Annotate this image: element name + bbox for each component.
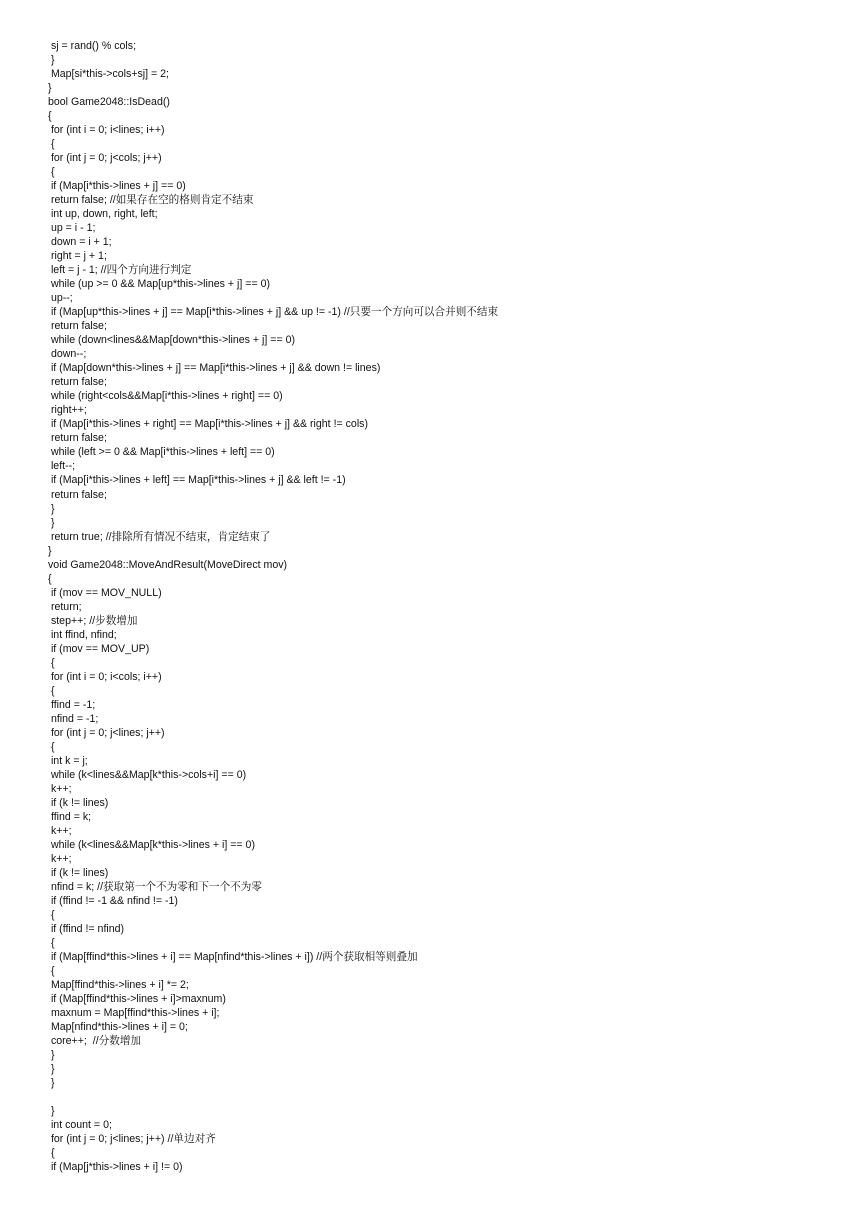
code-line: return false; xyxy=(48,376,107,389)
code-line: k++; xyxy=(48,852,72,865)
code-line: return; xyxy=(48,600,82,613)
code-line: if (ffind != -1 && nfind != -1) xyxy=(48,894,178,907)
code-line: { xyxy=(48,740,55,753)
code-line: step++; //步数增加 xyxy=(48,614,138,627)
code-line: { xyxy=(48,656,55,669)
code-line: while (right<cols&&Map[i*this->lines + right] == 0) xyxy=(48,390,283,403)
code-line: int count = 0; xyxy=(48,1119,112,1132)
code-line: right++; xyxy=(48,404,87,417)
code-line: if (Map[down*this->lines + j] == Map[i*this->lines + j] && down != lines) xyxy=(48,362,381,375)
code-line: if (k != lines) xyxy=(48,866,109,879)
code-line: { xyxy=(48,1147,55,1160)
code-line: while (left >= 0 && Map[i*this->lines + left] == 0) xyxy=(48,446,275,459)
code-line: { xyxy=(48,684,55,697)
code-line: if (mov == MOV_UP) xyxy=(48,642,150,655)
code-line xyxy=(48,1090,848,1104)
code-line: sj = rand() % cols; xyxy=(48,40,137,52)
code-line: int ffind, nfind; xyxy=(48,628,117,641)
code-line: } xyxy=(48,54,55,67)
code-line: nfind = -1; xyxy=(48,712,99,725)
code-line: } xyxy=(48,502,55,515)
code-line: if (Map[i*this->lines + j] == 0) xyxy=(48,180,186,193)
code-line: for (int i = 0; i<cols; i++) xyxy=(48,670,162,683)
code-line: return false; xyxy=(48,320,107,333)
code-line: if (Map[ffind*this->lines + i]>maxnum) xyxy=(48,993,226,1006)
code-line: return false; xyxy=(48,488,107,501)
code-line: } xyxy=(48,1063,55,1076)
code-line: int up, down, right, left; xyxy=(48,208,158,221)
code-line: while (k<lines&&Map[k*this->cols+i] == 0) xyxy=(48,768,247,781)
code-line: while (down<lines&&Map[down*this->lines + j] == 0) xyxy=(48,334,296,347)
code-line: if (Map[i*this->lines + left] == Map[i*this->lines + j] && left != -1) xyxy=(48,474,346,487)
code-line: return false; //如果存在空的格则肯定不结束 xyxy=(48,194,254,207)
code-line: maxnum = Map[ffind*this->lines + i]; xyxy=(48,1007,220,1020)
code-line: for (int j = 0; j<lines; j++) //单边对齐 xyxy=(48,1133,216,1146)
code-line: up = i - 1; xyxy=(48,222,96,235)
code-line: { xyxy=(48,138,55,151)
code-line: down = i + 1; xyxy=(48,236,112,249)
code-line: } xyxy=(48,82,52,95)
code-line: Map[si*this->cols+sj] = 2; xyxy=(48,68,169,81)
code-listing xyxy=(48,39,848,1174)
code-line: Map[ffind*this->lines + i] *= 2; xyxy=(48,979,189,992)
code-line: } xyxy=(48,1105,55,1118)
code-line: if (Map[j*this->lines + i] != 0) xyxy=(48,1161,183,1174)
code-line: if (mov == MOV_NULL) xyxy=(48,586,162,599)
code-line: if (k != lines) xyxy=(48,796,109,809)
code-line: } xyxy=(48,544,52,557)
code-line: { xyxy=(48,908,55,921)
code-line: for (int i = 0; i<lines; i++) xyxy=(48,124,165,137)
code-line: int k = j; xyxy=(48,754,88,767)
code-line: ffind = k; xyxy=(48,810,92,823)
code-line: { xyxy=(48,166,55,179)
code-line: } xyxy=(48,1077,55,1090)
code-line: right = j + 1; xyxy=(48,250,107,263)
code-line: ffind = -1; xyxy=(48,698,96,711)
code-line: k++; xyxy=(48,782,72,795)
code-line: { xyxy=(48,965,55,978)
code-line: return true; //排除所有情况不结束，肯定结束了 xyxy=(48,530,271,543)
code-line: void Game2048::MoveAndResult(MoveDirect mov) xyxy=(48,558,288,571)
code-line: core++; //分数增加 xyxy=(48,1035,142,1048)
code-line: if (ffind != nfind) xyxy=(48,922,125,935)
code-line: for (int j = 0; j<cols; j++) xyxy=(48,152,162,165)
code-line: k++; xyxy=(48,824,72,837)
code-line: left--; xyxy=(48,460,76,473)
code-line: Map[nfind*this->lines + i] = 0; xyxy=(48,1021,188,1034)
code-line: if (Map[i*this->lines + right] == Map[i*this->lines + j] && right != cols) xyxy=(48,418,369,431)
code-line: for (int j = 0; j<lines; j++) xyxy=(48,726,165,739)
code-line: } xyxy=(48,516,55,529)
code-line: if (Map[up*this->lines + j] == Map[i*this->lines + j] && up != -1) //只要一个方向可以合并则不结束 xyxy=(48,306,499,319)
code-line: while (up >= 0 && Map[up*this->lines + j] == 0) xyxy=(48,278,271,291)
code-line: { xyxy=(48,937,55,949)
code-line: down--; xyxy=(48,348,87,361)
code-line: { xyxy=(48,110,52,123)
code-line: while (k<lines&&Map[k*this->lines + i] == 0) xyxy=(48,838,255,851)
code-line: nfind = k; //获取第一个不为零和下一个不为零 xyxy=(48,880,262,893)
code-line: if (Map[ffind*this->lines + i] == Map[nfind*this->lines + i]) //两个获取相等则叠加 xyxy=(48,951,418,964)
code-line: bool Game2048::IsDead() xyxy=(48,96,170,109)
code-line: { xyxy=(48,572,52,585)
code-line: } xyxy=(48,1049,55,1062)
code-line: up--; xyxy=(48,292,73,305)
code-line: left = j - 1; //四个方向进行判定 xyxy=(48,264,192,277)
code-line: return false; xyxy=(48,432,107,445)
